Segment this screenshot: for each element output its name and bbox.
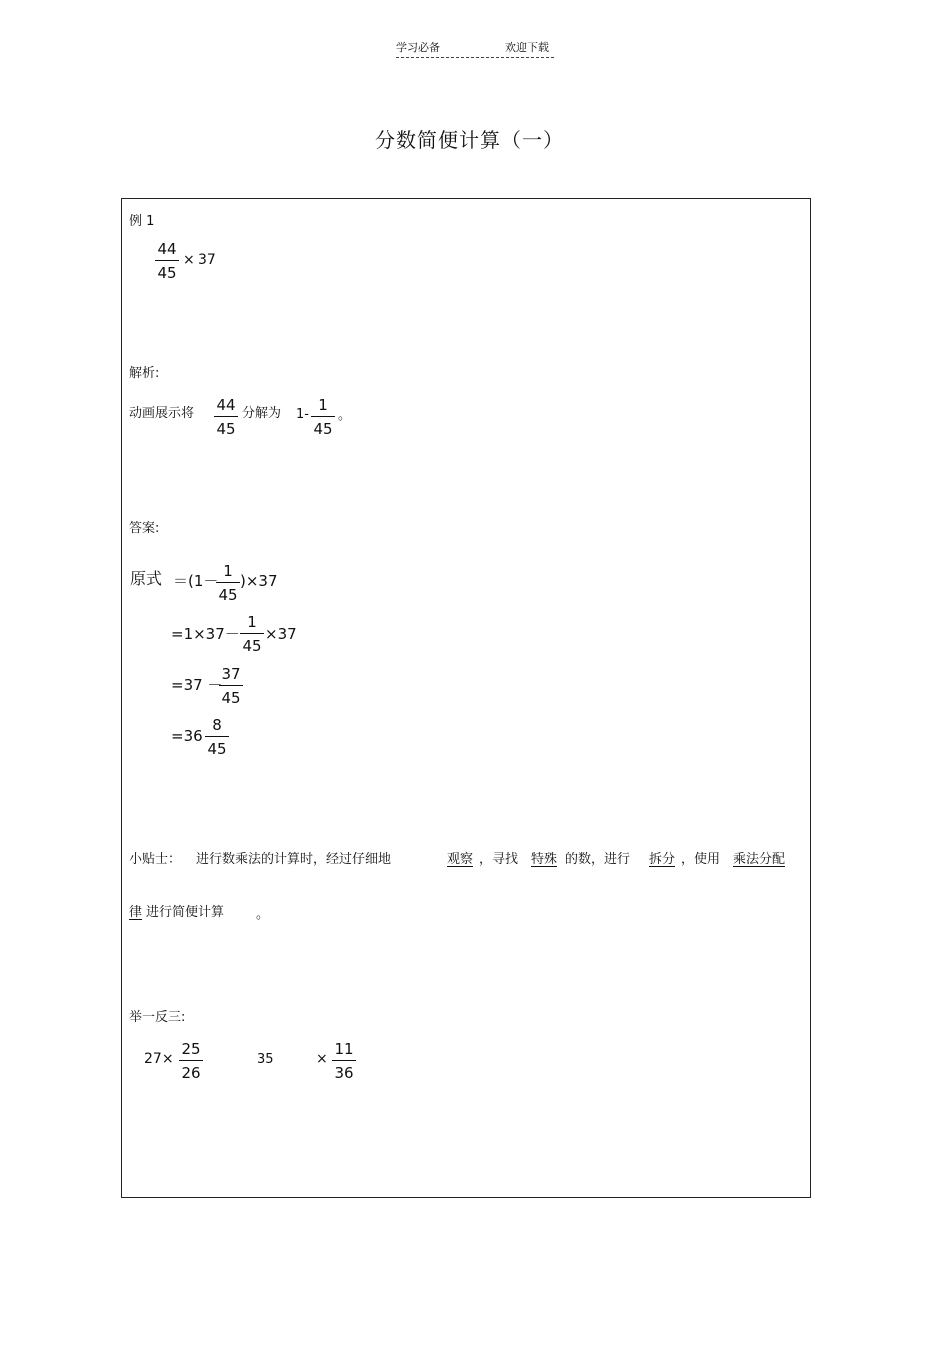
answer-line2-post: ×37 <box>265 625 297 643</box>
answer-line4-fraction <box>205 718 229 757</box>
example-times: × <box>183 252 195 268</box>
practice-label: 举一反三: <box>129 1010 186 1025</box>
answer-line1-pre: ＝(1－ <box>173 572 219 590</box>
line1-frac-den: 45 <box>218 586 238 604</box>
example-rhs: 37 <box>198 252 216 268</box>
tip-text-4: ，使用 <box>681 852 721 867</box>
analysis-label: 解析: <box>129 366 160 381</box>
practice2-frac-num: 11 <box>334 1040 354 1058</box>
practice-2-times: × <box>316 1051 328 1067</box>
answer-label: 答案: <box>129 521 160 536</box>
tip-underline-distributive: 乘法分配 <box>733 852 786 867</box>
practice2-frac-den: 36 <box>334 1064 354 1082</box>
practice-1-pre: 27× <box>144 1051 174 1067</box>
tip-text-5: 进行简便计算 <box>146 905 225 920</box>
analysis-frac2-num: 1 <box>318 396 328 414</box>
practice1-frac-num: 25 <box>181 1040 201 1058</box>
practice-1-fraction <box>179 1042 203 1081</box>
practice1-frac-den: 26 <box>181 1064 201 1082</box>
answer-line2-fraction <box>240 615 264 654</box>
tip-text-3: 的数，进行 <box>565 852 631 867</box>
page-title: 分数简便计算（一） <box>375 128 564 152</box>
practice-2-pre: 35 <box>257 1052 274 1067</box>
line2-frac-den: 45 <box>242 637 262 655</box>
example-label: 例 1 <box>129 214 155 229</box>
practice-2-fraction <box>332 1042 356 1081</box>
analysis-fraction-1 <box>214 398 238 437</box>
tip-underline-split: 拆分 <box>649 852 676 867</box>
analysis-frac1-num: 44 <box>216 396 236 414</box>
header-right: 欢迎下载 <box>505 41 549 54</box>
answer-line2-pre: =1×37－ <box>171 625 240 643</box>
answer-line1-post: )×37 <box>240 572 278 590</box>
analysis-text-1: 动画展示将 <box>129 406 195 421</box>
analysis-fraction-2 <box>311 398 335 437</box>
example-frac-num: 44 <box>157 240 177 258</box>
line3-frac-num: 37 <box>221 665 241 683</box>
example-frac-den: 45 <box>157 264 177 282</box>
header-left: 学习必备 <box>396 41 440 54</box>
answer-yuanshi: 原式 <box>130 569 163 588</box>
tip-end: 。 <box>256 907 270 922</box>
answer-line4-pre: =36 <box>171 727 203 745</box>
analysis-one-minus: 1- <box>296 407 309 422</box>
tip-underline-special: 特殊 <box>531 852 558 867</box>
analysis-frac2-den: 45 <box>313 420 333 438</box>
tip-underline-law: 律 <box>129 905 143 920</box>
line1-frac-num: 1 <box>223 562 233 580</box>
tip-label: 小贴士： <box>129 852 182 867</box>
tip-text-2: ，寻找 <box>479 852 519 867</box>
answer-line3-fraction <box>219 667 243 706</box>
example-fraction <box>155 242 179 281</box>
line2-frac-num: 1 <box>247 613 257 631</box>
line4-frac-den: 45 <box>207 740 227 758</box>
answer-line1-fraction <box>216 564 240 603</box>
analysis-end: 。 <box>338 408 352 423</box>
tip-underline-observe: 观察 <box>447 852 474 867</box>
tip-text-1: 进行数乘法的计算时，经过仔细地 <box>196 852 392 867</box>
answer-line3-pre: =37 － <box>171 676 223 694</box>
line4-frac-num: 8 <box>212 716 222 734</box>
analysis-frac1-den: 45 <box>216 420 236 438</box>
analysis-text-2: 分解为 <box>242 406 282 421</box>
line3-frac-den: 45 <box>221 689 241 707</box>
header-divider <box>396 57 554 58</box>
